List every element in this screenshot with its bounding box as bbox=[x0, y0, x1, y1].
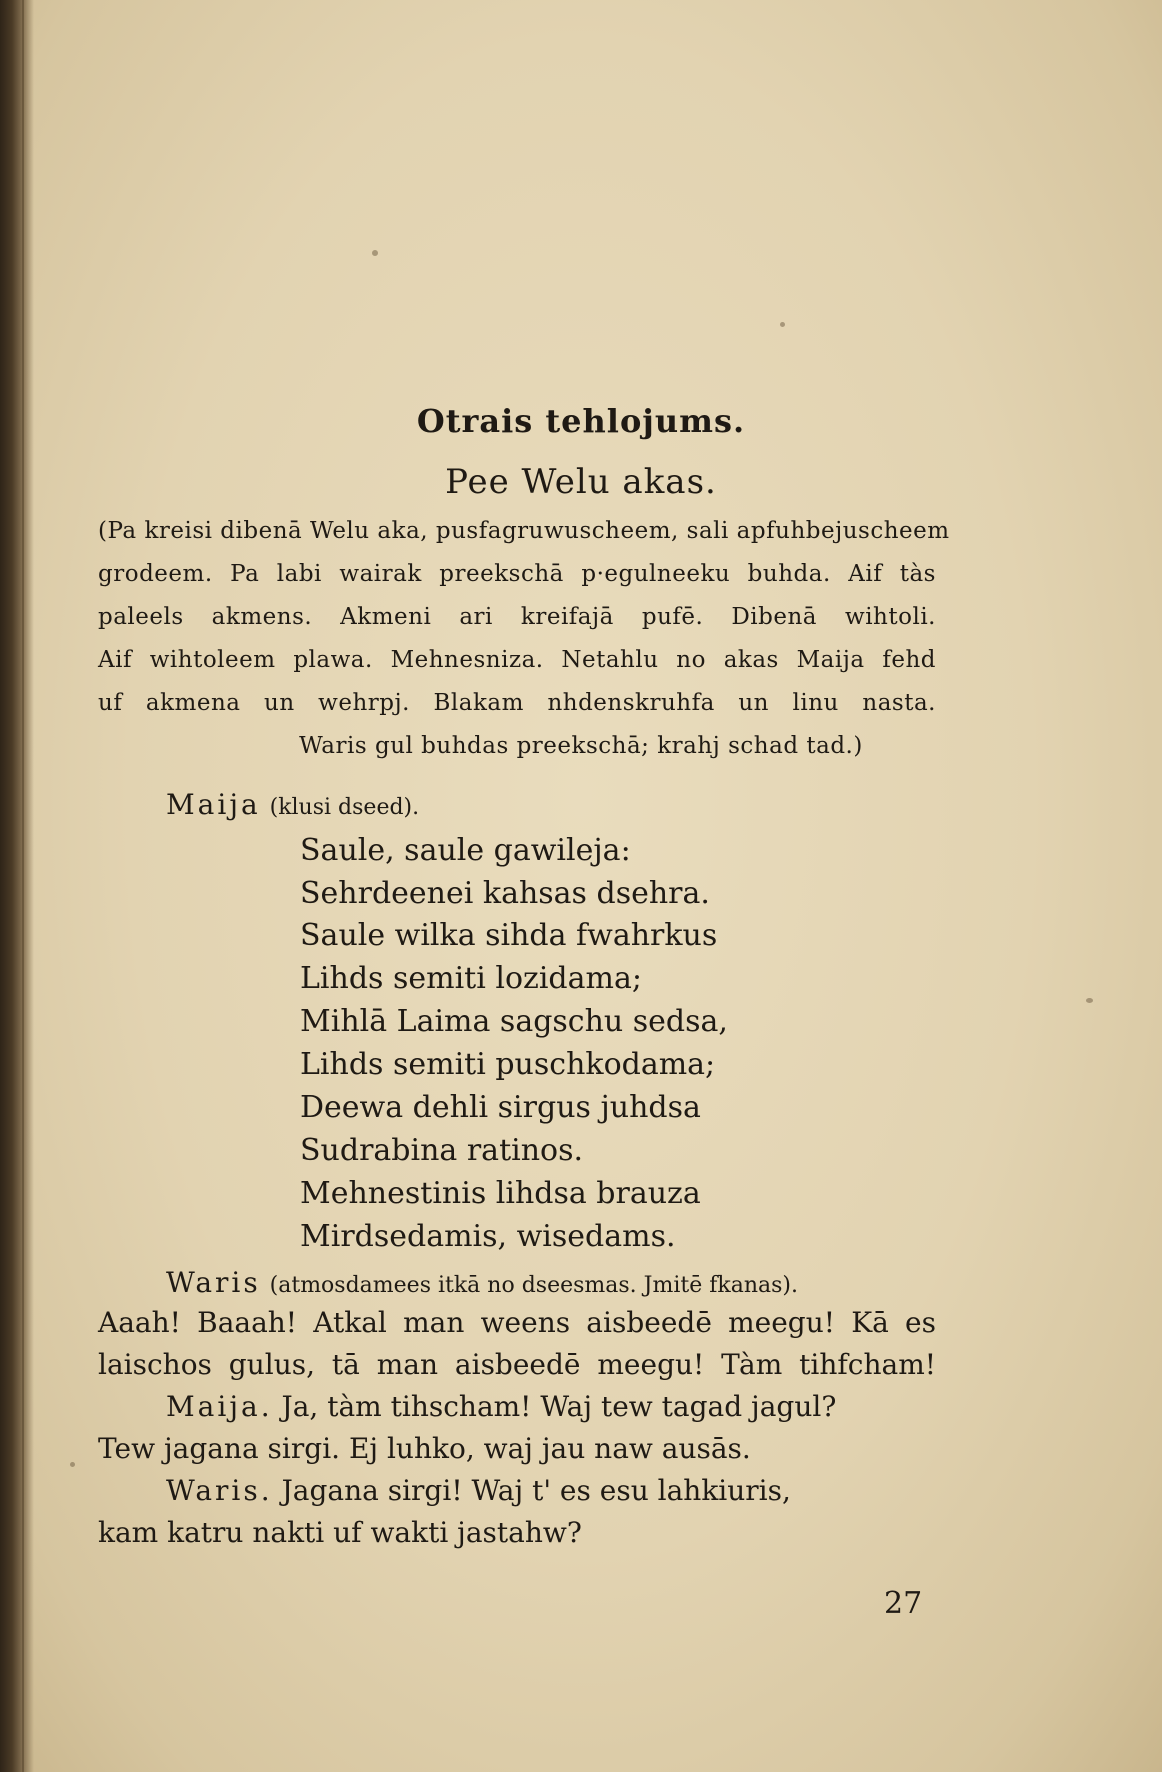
song-line: Lihds semiti lozidama; bbox=[300, 961, 642, 996]
stage-direction-line: Aif wihtoleem plawa. Mehnesniza. Netahlu no akas Maija fehd bbox=[98, 647, 936, 673]
dialogue-line: Aaah! Baaah! Atkal man weens aisbeedē meegu! Kā es bbox=[98, 1306, 936, 1339]
stage-direction-line: paleels akmens. Akmeni ari kreifajā pufē. Dibenā wihtoli. bbox=[98, 604, 936, 630]
speaker-name: Maija bbox=[166, 788, 261, 821]
dialogue-line: kam katru nakti uf wakti jastahw? bbox=[98, 1516, 582, 1549]
binding-shadow bbox=[0, 0, 34, 1772]
paper-speck bbox=[780, 322, 785, 327]
stage-direction-line: grodeem. Pa labi wairak preekschā p·egulneeku buhda. Aif tàs bbox=[98, 561, 936, 587]
dialogue-line: laischos gulus, tā man aisbeedē meegu! Tàm tihfcham! bbox=[98, 1348, 936, 1381]
dialogue-text: Jagana sirgi! Waj t' es esu lahkiuris, bbox=[281, 1474, 791, 1507]
song-line: Deewa dehli sirgus juhdsa bbox=[300, 1090, 701, 1125]
speaker-direction: (klusi dseed). bbox=[269, 795, 420, 820]
waris-line bbox=[166, 1474, 791, 1507]
speaker-name: Waris bbox=[166, 1266, 261, 1299]
speaker-direction: (atmosdamees itkā no dseesmas. Jmitē fkanas). bbox=[269, 1273, 798, 1298]
paper-speck bbox=[1086, 998, 1093, 1003]
stage-direction-line: (Pa kreisi dibenā Welu aka, pusfagruwuscheem, sali apfuhbejuscheem bbox=[98, 518, 950, 544]
page-number: 27 bbox=[884, 1586, 923, 1621]
scene-title: Pee Welu akas. bbox=[445, 462, 717, 502]
song-line: Sehrdeenei kahsas dsehra. bbox=[300, 876, 710, 911]
paper-speck bbox=[70, 1462, 75, 1467]
stage-direction-line: Waris gul buhdas preekschā; krahj schad tad.) bbox=[299, 733, 863, 759]
dialogue-line: Tew jagana sirgi. Ej luhko, waj jau naw ausās. bbox=[98, 1432, 751, 1465]
song-line: Lihds semiti puschkodama; bbox=[300, 1047, 716, 1082]
song-line: Mirdsedamis, wisedams. bbox=[300, 1219, 676, 1254]
waris-intro bbox=[166, 1266, 798, 1299]
act-title: Otrais tehlojums. bbox=[416, 402, 746, 440]
song-line: Mihlā Laima sagschu sedsa, bbox=[300, 1004, 728, 1039]
song-line: Saule wilka sihda fwahrkus bbox=[300, 918, 718, 953]
stage-direction-line: uf akmena un wehrpj. Blakam nhdenskruhfa un linu nasta. bbox=[98, 690, 936, 716]
maija-intro bbox=[166, 788, 419, 821]
song-line: Mehnestinis lihdsa brauza bbox=[300, 1176, 701, 1211]
song-line: Saule, saule gawileja: bbox=[300, 833, 631, 868]
maija-line bbox=[166, 1390, 836, 1423]
speaker-name: Waris. bbox=[166, 1474, 273, 1507]
binding-edge bbox=[22, 0, 24, 1772]
speaker-name: Maija. bbox=[166, 1390, 273, 1423]
dialogue-text: Ja, tàm tihscham! Waj tew tagad jagul? bbox=[281, 1390, 837, 1423]
paper-speck bbox=[372, 250, 378, 256]
song-line: Sudrabina ratinos. bbox=[300, 1133, 584, 1168]
